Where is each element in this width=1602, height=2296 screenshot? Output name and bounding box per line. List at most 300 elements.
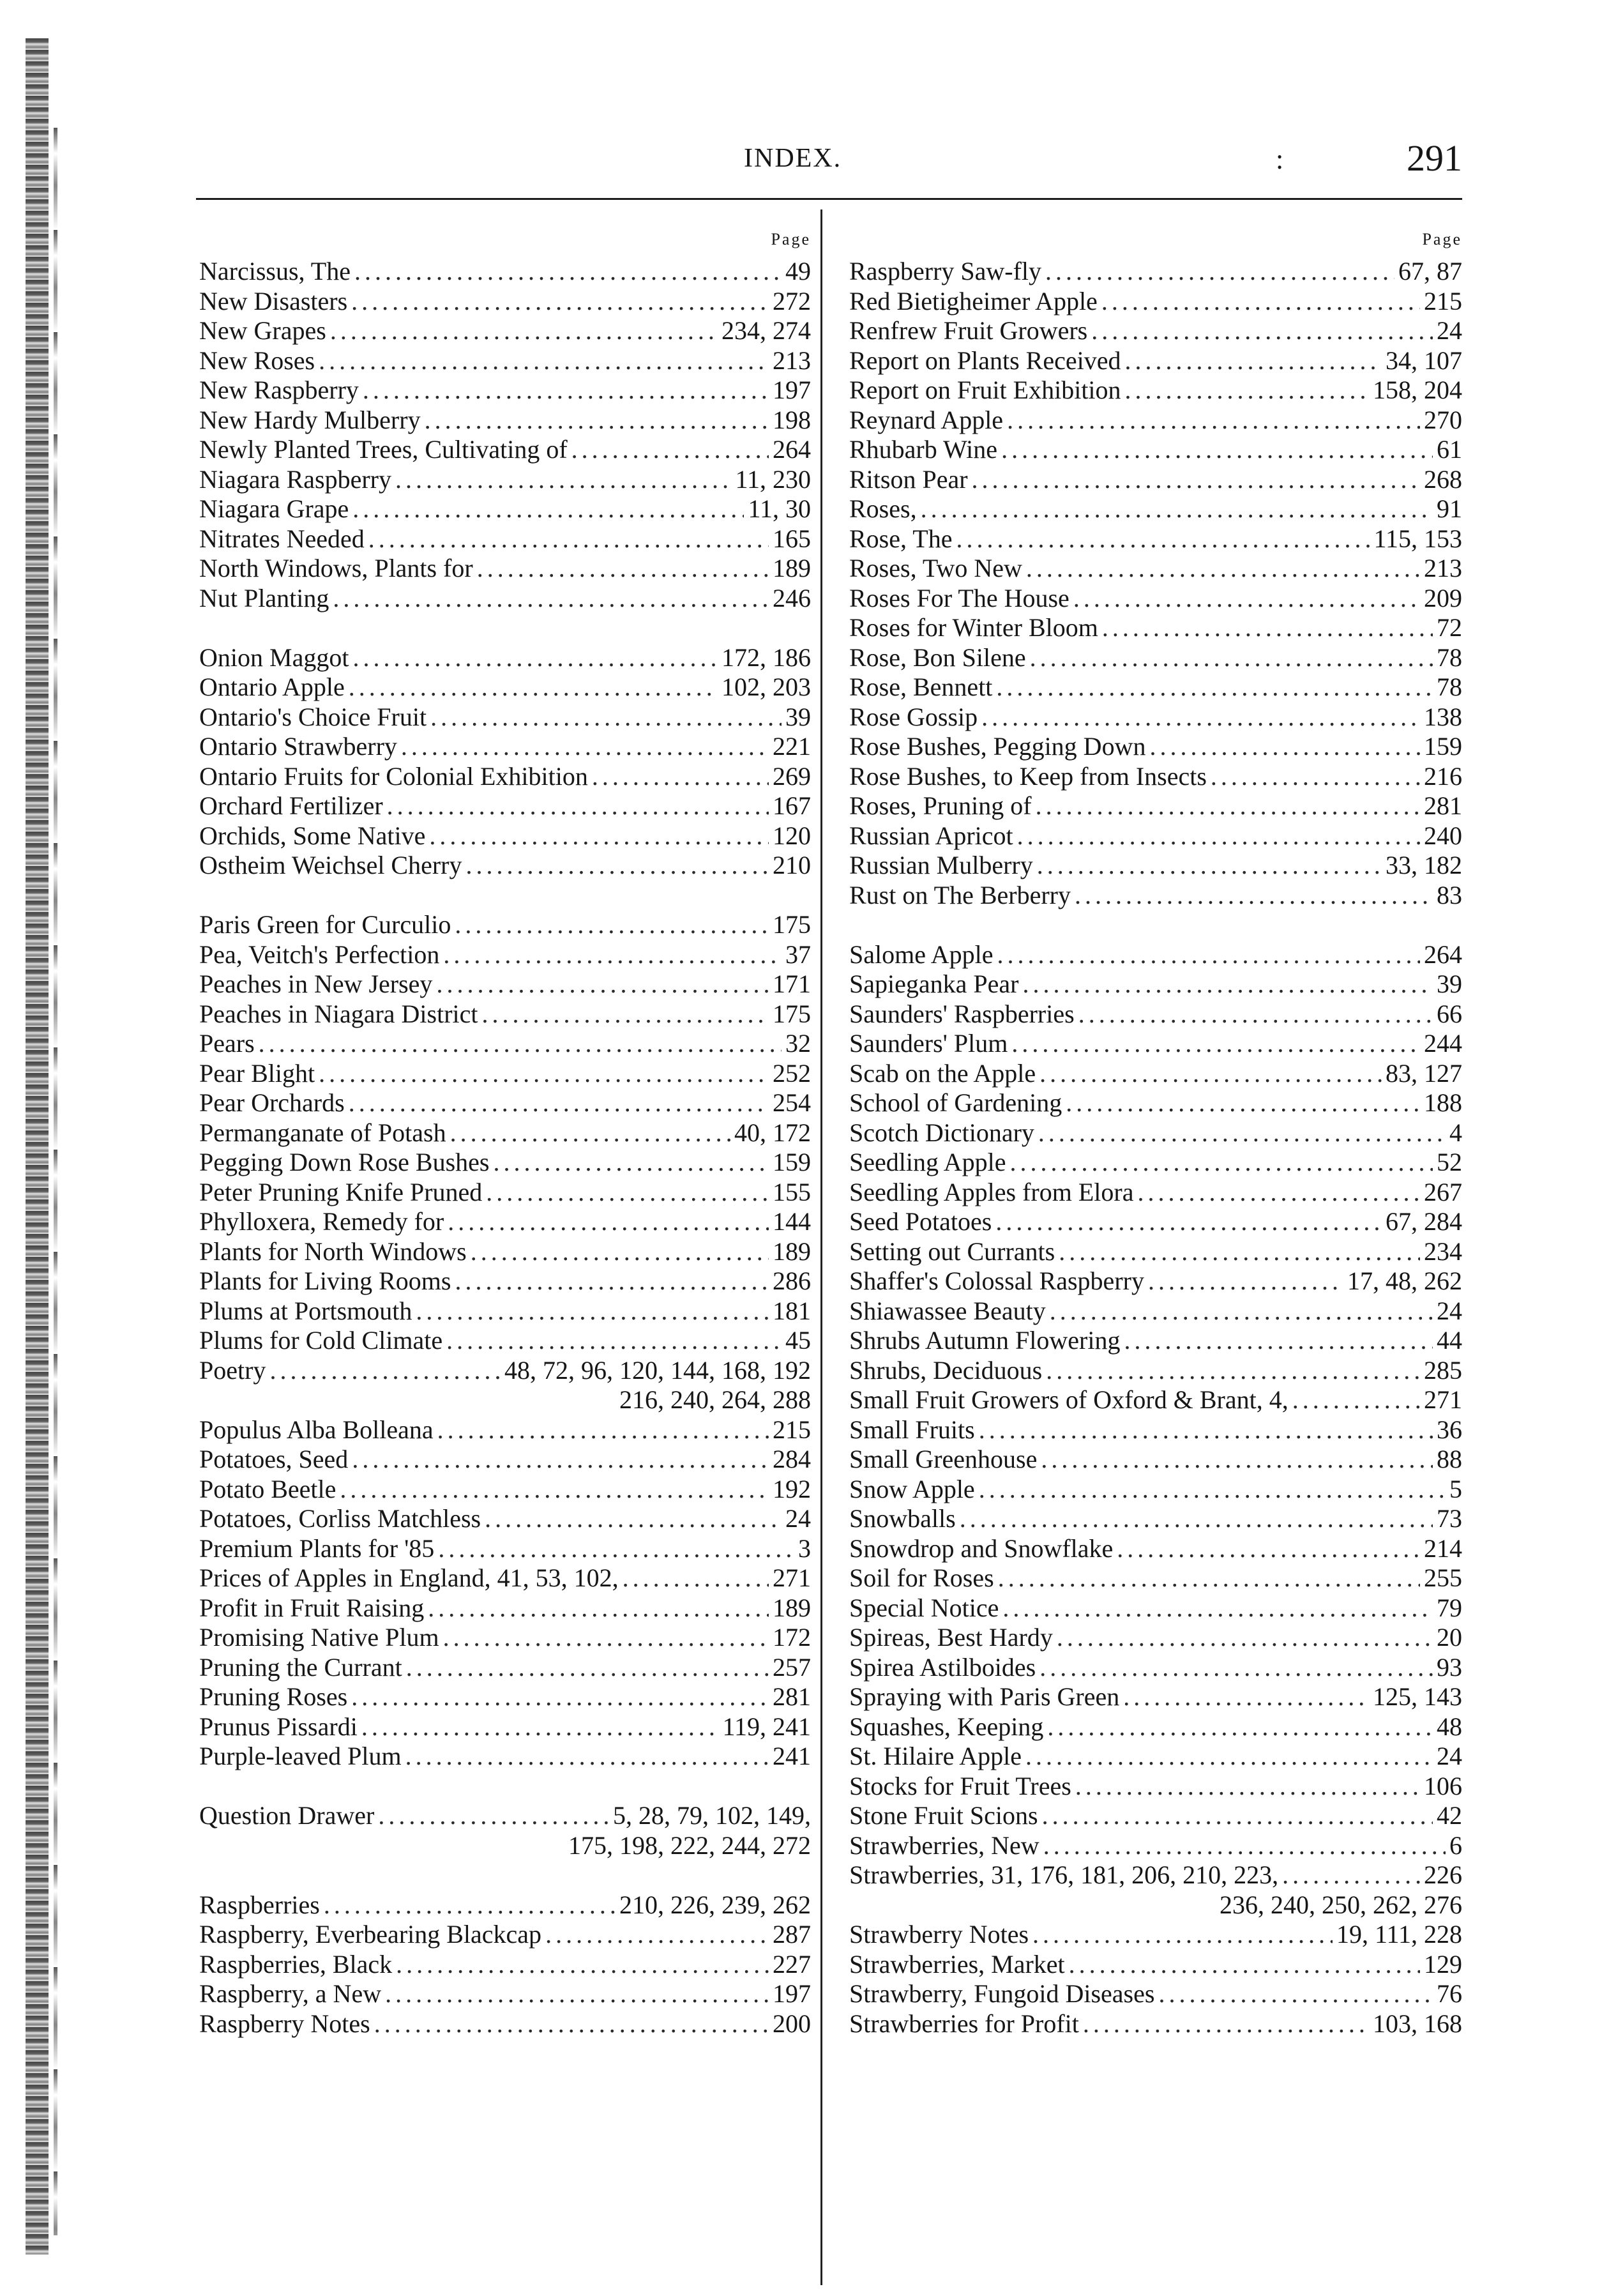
entry-pages: 5 (1449, 1474, 1462, 1503)
entry-pages: 246 (773, 583, 811, 612)
index-entry (199, 1979, 811, 2009)
entry-name: Report on Fruit Exhibition (849, 376, 1121, 404)
index-entry (849, 1831, 1462, 1861)
index-entry (199, 524, 811, 554)
dot-leader (363, 376, 769, 406)
index-entry (849, 1178, 1462, 1208)
group-spacer (199, 613, 811, 643)
dot-leader (428, 1593, 769, 1623)
dot-leader (406, 1653, 769, 1683)
entry-name: Roses for Winter Bloom (849, 613, 1098, 642)
entry-name: Russian Mulberry (849, 851, 1033, 879)
index-entry (199, 257, 811, 287)
index-entry (199, 1801, 811, 1831)
entry-pages: 24 (1437, 1296, 1462, 1325)
index-entry (199, 287, 811, 317)
index-entry (199, 910, 811, 940)
index-entry (849, 1059, 1462, 1089)
index-entry (199, 1504, 811, 1534)
entry-pages: 189 (773, 1593, 811, 1622)
entry-name: Roses, Pruning of (849, 791, 1032, 820)
entry-pages: 24 (1437, 316, 1462, 345)
entry-name: Pears (199, 1029, 255, 1058)
entry-pages: 255 (1424, 1563, 1462, 1592)
entry-pages: 213 (1424, 554, 1462, 582)
entry-name: Rose, The (849, 524, 953, 553)
page-column-label: Page (1422, 230, 1462, 248)
entry-name: North Windows, Plants for (199, 554, 473, 582)
entry-pages: 213 (773, 346, 811, 375)
entry-pages: 52 (1437, 1148, 1462, 1176)
entry-pages: 254 (773, 1088, 811, 1117)
entry-pages: 167 (773, 791, 811, 820)
dot-leader (1078, 1000, 1433, 1030)
entry-pages: 172, 186 (722, 642, 811, 672)
dot-leader (1046, 1356, 1420, 1386)
dot-leader (623, 1563, 769, 1593)
index-entry (199, 1266, 811, 1296)
entry-pages: 226 (1424, 1860, 1462, 1889)
entry-name: Populus Alba Bolleana (199, 1415, 434, 1444)
group-spacer (199, 881, 811, 911)
entry-pages: 42 (1437, 1801, 1462, 1830)
index-entry (199, 1712, 811, 1742)
entry-name: Strawberries for Profit (849, 2009, 1079, 2038)
index-entry (849, 287, 1462, 317)
entry-pages: 155 (773, 1177, 811, 1206)
book-gutter-shadow (54, 128, 57, 2235)
dot-leader (1039, 1653, 1433, 1683)
index-entry (849, 1000, 1462, 1030)
dot-leader (269, 1356, 501, 1386)
entry-pages: 189 (773, 1236, 811, 1266)
dot-leader (401, 732, 769, 762)
entry-pages: 287 (773, 1920, 811, 1949)
entry-name: Renfrew Fruit Growers (849, 316, 1088, 345)
entry-name: Paris Green for Curculio (199, 910, 451, 939)
dot-leader (395, 465, 732, 495)
dot-leader (437, 1415, 769, 1445)
entry-pages: 61 (1437, 435, 1462, 464)
index-entry (199, 1534, 811, 1564)
entry-name: Shrubs, Deciduous (849, 1355, 1043, 1385)
entry-pages: 93 (1437, 1652, 1462, 1682)
index-entry (849, 1445, 1462, 1475)
entry-pages: 198 (773, 405, 811, 434)
entry-name: Rose, Bennett (849, 673, 993, 701)
index-entry (199, 1296, 811, 1327)
entry-pages: 236, 240, 250, 262, 276 (1220, 1890, 1462, 1919)
entry-name: Sapieganka Pear (849, 969, 1019, 998)
index-entry (199, 2009, 811, 2039)
index-entry (199, 762, 811, 792)
dot-leader (1091, 316, 1433, 346)
entry-pages: 102, 203 (722, 673, 811, 701)
index-entry (199, 1653, 811, 1683)
index-entry (199, 703, 811, 733)
dot-leader (1075, 1772, 1420, 1802)
book-spine-shadow (26, 38, 49, 2254)
dot-leader (1282, 1860, 1420, 1890)
entry-pages: 269 (773, 761, 811, 791)
entry-pages: 252 (773, 1058, 811, 1088)
dot-leader (1042, 1801, 1433, 1831)
entry-name: Ontario Strawberry (199, 732, 397, 761)
entry-name: Strawberries, Market (849, 1949, 1065, 1979)
dot-leader (1124, 346, 1382, 376)
entry-name: Ostheim Weichsel Cherry (199, 851, 462, 879)
entry-name: New Roses (199, 346, 315, 375)
index-entry (849, 1266, 1462, 1296)
dot-leader (1007, 406, 1420, 436)
index-entry (849, 524, 1462, 554)
entry-pages: 215 (1424, 286, 1462, 316)
entry-name: Pea, Veitch's Perfection (199, 939, 440, 969)
entry-pages: 45 (785, 1326, 811, 1355)
dot-leader (1149, 732, 1420, 762)
entry-pages: 40, 172 (734, 1118, 811, 1147)
entry-name: Snowballs (849, 1504, 956, 1533)
entry-pages: 165 (773, 524, 811, 553)
dot-leader (436, 969, 769, 1000)
entry-pages: 159 (773, 1148, 811, 1176)
dot-leader (324, 1890, 616, 1920)
entry-name: Poetry (199, 1355, 266, 1385)
index-entry (849, 1504, 1462, 1534)
entry-pages: 209 (1424, 583, 1462, 612)
entry-name: Nut Planting (199, 583, 329, 612)
entry-name: Peaches in Niagara District (199, 999, 478, 1028)
entry-pages: 268 (1424, 464, 1462, 494)
entry-name: Soil for Roses (849, 1563, 994, 1592)
entry-pages: 285 (1424, 1355, 1462, 1385)
dot-leader (351, 287, 769, 317)
entry-name: Pear Orchards (199, 1088, 345, 1117)
dot-leader (1037, 851, 1382, 881)
dot-leader (1117, 1534, 1420, 1564)
entry-pages: 103, 168 (1373, 2009, 1462, 2038)
entry-name: New Hardy Mulberry (199, 405, 421, 434)
dot-leader (443, 940, 782, 970)
index-entry (199, 1415, 811, 1445)
index-entry (199, 1682, 811, 1712)
index-entry (849, 1029, 1462, 1059)
index-entry (849, 1118, 1462, 1148)
entry-pages: 175 (773, 910, 811, 939)
index-entry (849, 643, 1462, 673)
entry-name: Raspberry, a New (199, 1979, 382, 2008)
entry-pages: 175, 198, 222, 244, 272 (568, 1830, 811, 1860)
entry-pages: 159 (1424, 732, 1462, 761)
index-entry (849, 1742, 1462, 1772)
dot-leader (443, 1623, 769, 1653)
index-entry-continuation (199, 1385, 811, 1415)
entry-name: Plants for Living Rooms (199, 1266, 451, 1295)
entry-pages: 244 (1424, 1029, 1462, 1058)
dot-leader (352, 643, 718, 673)
dot-leader (455, 910, 769, 940)
entry-pages: 83, 127 (1386, 1058, 1462, 1088)
dot-leader (998, 1563, 1420, 1593)
entry-pages: 129 (1424, 1949, 1462, 1979)
index-entry (849, 465, 1462, 495)
index-entry (849, 1950, 1462, 1980)
entry-pages: 37 (785, 939, 811, 969)
entry-name: Newly Planted Trees, Cultivating of (199, 435, 568, 464)
dot-leader (1030, 643, 1433, 673)
entry-pages: 106 (1424, 1771, 1462, 1800)
index-entry (849, 1385, 1462, 1415)
dot-leader (425, 406, 769, 436)
entry-pages: 5, 28, 79, 102, 149, (613, 1801, 811, 1830)
entry-name: Spirea Astilboides (849, 1652, 1036, 1682)
index-entry (849, 1475, 1462, 1505)
dot-leader (319, 346, 769, 376)
entry-name: Pear Blight (199, 1058, 315, 1088)
entry-pages: 138 (1424, 702, 1462, 731)
entry-pages: 78 (1437, 642, 1462, 672)
dot-leader (981, 703, 1420, 733)
entry-pages: 216 (1424, 761, 1462, 791)
dot-leader (1292, 1385, 1420, 1415)
entry-name: Stone Fruit Scions (849, 1801, 1038, 1830)
header-colon: : (1276, 144, 1284, 175)
dot-leader (319, 1059, 769, 1089)
dot-leader (352, 494, 744, 524)
entry-name: Snow Apple (849, 1474, 975, 1503)
entry-name: Raspberries (199, 1890, 320, 1919)
index-entry (199, 406, 811, 436)
entry-pages: 79 (1437, 1593, 1462, 1622)
dot-leader (1124, 1326, 1433, 1356)
entry-name: St. Hilaire Apple (849, 1742, 1022, 1770)
dot-leader (1069, 1950, 1420, 1980)
index-entry (199, 1000, 811, 1030)
entry-name: Nitrates Needed (199, 524, 365, 553)
dot-leader (429, 821, 769, 851)
index-entry (849, 2009, 1462, 2039)
index-entry (199, 1356, 811, 1386)
entry-pages: 67, 284 (1386, 1207, 1462, 1236)
index-entry (849, 1237, 1462, 1267)
index-entry (849, 435, 1462, 465)
dot-leader (385, 1979, 769, 2009)
dot-leader (333, 584, 769, 614)
index-entry (199, 584, 811, 614)
entry-pages: 48, 72, 96, 120, 144, 168, 192 (504, 1355, 811, 1385)
dot-leader (1047, 1712, 1433, 1742)
entry-name: Strawberry Notes (849, 1920, 1029, 1949)
entry-pages: 6 (1449, 1830, 1462, 1860)
entry-pages: 158, 204 (1373, 376, 1462, 404)
entry-pages: 200 (773, 2009, 811, 2038)
entry-name: Peter Pruning Knife Pruned (199, 1177, 483, 1206)
entry-name: Rose, Bon Silene (849, 642, 1026, 672)
entry-name: Spireas, Best Hardy (849, 1623, 1053, 1652)
dot-leader (1039, 1059, 1382, 1089)
dot-leader (416, 1296, 769, 1327)
entry-pages: 3 (798, 1533, 811, 1563)
index-entry (199, 494, 811, 524)
index-entry (199, 1563, 811, 1593)
entry-pages: 91 (1437, 494, 1462, 523)
dot-leader (448, 1207, 769, 1237)
dot-leader (1137, 1178, 1420, 1208)
entry-pages: 286 (773, 1266, 811, 1295)
entry-pages: 72 (1437, 613, 1462, 642)
entry-name: Small Greenhouse (849, 1445, 1038, 1473)
dot-leader (1026, 554, 1420, 584)
entry-name: Spraying with Paris Green (849, 1682, 1120, 1711)
dot-leader (446, 1326, 782, 1356)
index-entry (849, 1920, 1462, 1950)
dot-leader (374, 2009, 769, 2039)
entry-name: Orchard Fertilizer (199, 791, 383, 820)
dot-leader (1036, 791, 1420, 821)
entry-pages: 171 (773, 969, 811, 998)
index-entry (849, 940, 1462, 970)
entry-pages: 125, 143 (1373, 1682, 1462, 1711)
entry-name: Ontario Apple (199, 673, 345, 701)
index-entry (199, 1623, 811, 1653)
entry-name: Scotch Dictionary (849, 1118, 1034, 1147)
entry-name: Pruning Roses (199, 1682, 348, 1711)
dot-leader (1075, 881, 1433, 911)
entry-pages: 17, 48, 262 (1347, 1266, 1462, 1295)
entry-pages: 44 (1437, 1326, 1462, 1355)
entry-name: Promising Native Plum (199, 1623, 439, 1652)
entry-pages: 172 (773, 1623, 811, 1652)
group-spacer (849, 910, 1462, 940)
entry-pages: 271 (773, 1563, 811, 1592)
dot-leader (351, 1682, 769, 1712)
index-entry (849, 406, 1462, 436)
index-entry (199, 1742, 811, 1772)
entry-name: Rose Gossip (849, 702, 978, 731)
entry-pages: 214 (1424, 1533, 1462, 1563)
entry-pages: 11, 230 (735, 464, 811, 494)
entry-pages: 281 (773, 1682, 811, 1711)
entry-name: Ontario Fruits for Colonial Exhibition (199, 761, 588, 791)
entry-name: Raspberry, Everbearing Blackcap (199, 1920, 542, 1949)
entry-name: Rose Bushes, Pegging Down (849, 732, 1146, 761)
dot-leader (466, 851, 769, 881)
dot-leader (592, 762, 769, 792)
entry-name: Small Fruits (849, 1415, 975, 1444)
dot-leader (1032, 1920, 1333, 1950)
entry-pages: 257 (773, 1652, 811, 1682)
entry-pages: 32 (785, 1029, 811, 1058)
index-entry (199, 1920, 811, 1950)
dot-leader (1073, 584, 1420, 614)
group-spacer (199, 1772, 811, 1802)
entry-pages: 197 (773, 1979, 811, 2008)
dot-leader (1011, 1029, 1420, 1059)
index-entry (849, 762, 1462, 792)
entry-pages: 215 (773, 1415, 811, 1444)
entry-pages: 216, 240, 264, 288 (619, 1385, 811, 1414)
entry-name: Plants for North Windows (199, 1236, 467, 1266)
entry-name: Snowdrop and Snowflake (849, 1533, 1114, 1563)
entry-name: Pegging Down Rose Bushes (199, 1148, 490, 1176)
index-entry (199, 732, 811, 762)
entry-pages: 189 (773, 554, 811, 582)
index-entry (849, 732, 1462, 762)
entry-pages: 73 (1437, 1504, 1462, 1533)
index-entry (849, 1623, 1462, 1653)
entry-name: Raspberry Notes (199, 2009, 370, 2038)
entry-name: Raspberries, Black (199, 1949, 393, 1979)
dot-leader (493, 1148, 769, 1178)
entry-name: New Grapes (199, 316, 326, 345)
dot-leader (1211, 762, 1420, 792)
entry-name: Purple-leaved Plum (199, 1742, 402, 1770)
dot-leader (361, 1712, 719, 1742)
entry-name: Rust on The Berberry (849, 880, 1071, 909)
entry-name: Red Bietigheimer Apple (849, 286, 1098, 316)
entry-pages: 48 (1437, 1712, 1462, 1741)
entry-name: School of Gardening (849, 1088, 1062, 1117)
entry-name: Rhubarb Wine (849, 435, 998, 464)
dot-leader (1022, 969, 1433, 1000)
entry-pages: 240 (1424, 821, 1462, 850)
index-entry (199, 643, 811, 673)
index-entry (849, 584, 1462, 614)
entry-name: Ontario's Choice Fruit (199, 702, 427, 731)
entry-name: Russian Apricot (849, 821, 1013, 850)
index-entry (199, 554, 811, 584)
dot-leader (1050, 1296, 1433, 1327)
dot-leader (259, 1029, 782, 1059)
entry-pages: 115, 153 (1373, 524, 1462, 553)
entry-pages: 271 (1424, 1385, 1462, 1414)
index-entry (849, 1296, 1462, 1327)
dot-leader (960, 1504, 1433, 1534)
entry-name: Pruning the Currant (199, 1652, 402, 1682)
entry-pages: 210 (773, 851, 811, 879)
column-divider (820, 209, 822, 2285)
entry-name: Question Drawer (199, 1801, 375, 1830)
entry-pages: 281 (1424, 791, 1462, 820)
index-entry (199, 316, 811, 346)
entry-pages: 264 (773, 435, 811, 464)
entry-pages: 272 (773, 286, 811, 316)
entry-pages: 11, 30 (748, 494, 811, 523)
dot-leader (1101, 287, 1420, 317)
entry-pages: 34, 107 (1386, 346, 1462, 375)
dot-leader (378, 1801, 609, 1831)
dot-leader (450, 1118, 730, 1148)
dot-leader (352, 1445, 769, 1475)
index-entry (849, 851, 1462, 881)
index-entry (849, 1534, 1462, 1564)
entry-pages: 19, 111, 228 (1336, 1920, 1462, 1949)
dot-leader (396, 1950, 769, 1980)
entry-pages: 284 (773, 1445, 811, 1473)
index-entry (199, 1178, 811, 1208)
running-title: INDEX. (744, 144, 842, 173)
entry-pages: 270 (1424, 405, 1462, 434)
dot-leader (387, 791, 769, 821)
entry-pages: 221 (773, 732, 811, 761)
entry-name: Special Notice (849, 1593, 999, 1622)
dot-leader (1066, 1088, 1420, 1118)
dot-leader (1083, 2009, 1369, 2039)
index-entry (849, 881, 1462, 911)
entry-pages: 234, 274 (722, 316, 811, 345)
index-entry (849, 703, 1462, 733)
page-number: 291 (1407, 137, 1462, 179)
